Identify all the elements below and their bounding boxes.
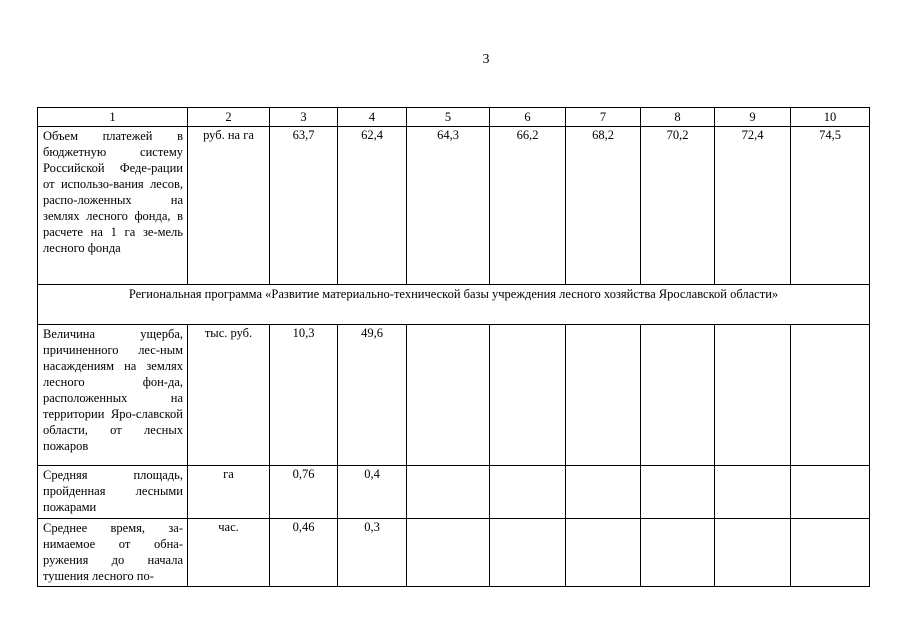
value-cell (715, 466, 791, 519)
column-number-cell: 6 (490, 108, 566, 127)
indicator-name: Средняя площадь, пройденная лесными пожарами (38, 466, 188, 519)
indicators-table (37, 107, 870, 587)
indicator-name: Объем платежей в бюджетную систему Российской Феде-рации от использо-вания лесов, распо-ложенных на землях лесного фонда, в расчете на 1 га зе-мель лесного фонда (38, 127, 188, 285)
table-row (38, 519, 870, 587)
value-cell (490, 466, 566, 519)
value-cell (641, 325, 715, 466)
value-cell: 62,4 (338, 127, 407, 285)
column-number-cell: 3 (270, 108, 338, 127)
value-cell (791, 466, 870, 519)
value-cell: 64,3 (407, 127, 490, 285)
unit-cell: руб. на га (188, 127, 270, 285)
column-number-cell: 2 (188, 108, 270, 127)
indicator-name: Величина ущерба, причиненного лес-ным насаждениям на землях лесного фон-да, расположенных на территории Яро-славской области, от лесных пожаров (38, 325, 188, 466)
value-cell (566, 325, 641, 466)
unit-cell: тыс. руб. (188, 325, 270, 466)
value-cell (407, 519, 490, 587)
column-number-cell: 9 (715, 108, 791, 127)
value-cell: 74,5 (791, 127, 870, 285)
value-cell (715, 325, 791, 466)
value-cell: 10,3 (270, 325, 338, 466)
column-number-cell: 7 (566, 108, 641, 127)
value-cell (791, 325, 870, 466)
page-number: 3 (482, 52, 490, 67)
section-row (38, 285, 870, 325)
column-number-cell: 8 (641, 108, 715, 127)
value-cell (490, 325, 566, 466)
value-cell: 49,6 (338, 325, 407, 466)
column-number-cell: 1 (38, 108, 188, 127)
value-cell: 63,7 (270, 127, 338, 285)
value-cell: 0,3 (338, 519, 407, 587)
program-title: Региональная программа «Развитие материально-технической базы учреждения лесного хозяйства Ярославской области» (38, 285, 870, 325)
indicator-name: Среднее время, за-нимаемое от обна-ружения до начала тушения лесного по- (38, 519, 188, 587)
value-cell (407, 325, 490, 466)
table-row (38, 127, 870, 285)
unit-cell: час. (188, 519, 270, 587)
unit-cell: га (188, 466, 270, 519)
column-numbers-row (38, 108, 870, 127)
value-cell: 70,2 (641, 127, 715, 285)
value-cell: 72,4 (715, 127, 791, 285)
value-cell (641, 466, 715, 519)
value-cell: 68,2 (566, 127, 641, 285)
value-cell: 0,46 (270, 519, 338, 587)
table-row (38, 325, 870, 466)
value-cell (407, 466, 490, 519)
column-number-cell: 5 (407, 108, 490, 127)
value-cell (566, 466, 641, 519)
column-number-cell: 4 (338, 108, 407, 127)
table-row (38, 466, 870, 519)
value-cell: 0,4 (338, 466, 407, 519)
value-cell (566, 519, 641, 587)
value-cell (715, 519, 791, 587)
value-cell: 66,2 (490, 127, 566, 285)
value-cell (490, 519, 566, 587)
column-number-cell: 10 (791, 108, 870, 127)
value-cell (791, 519, 870, 587)
value-cell (641, 519, 715, 587)
value-cell: 0,76 (270, 466, 338, 519)
